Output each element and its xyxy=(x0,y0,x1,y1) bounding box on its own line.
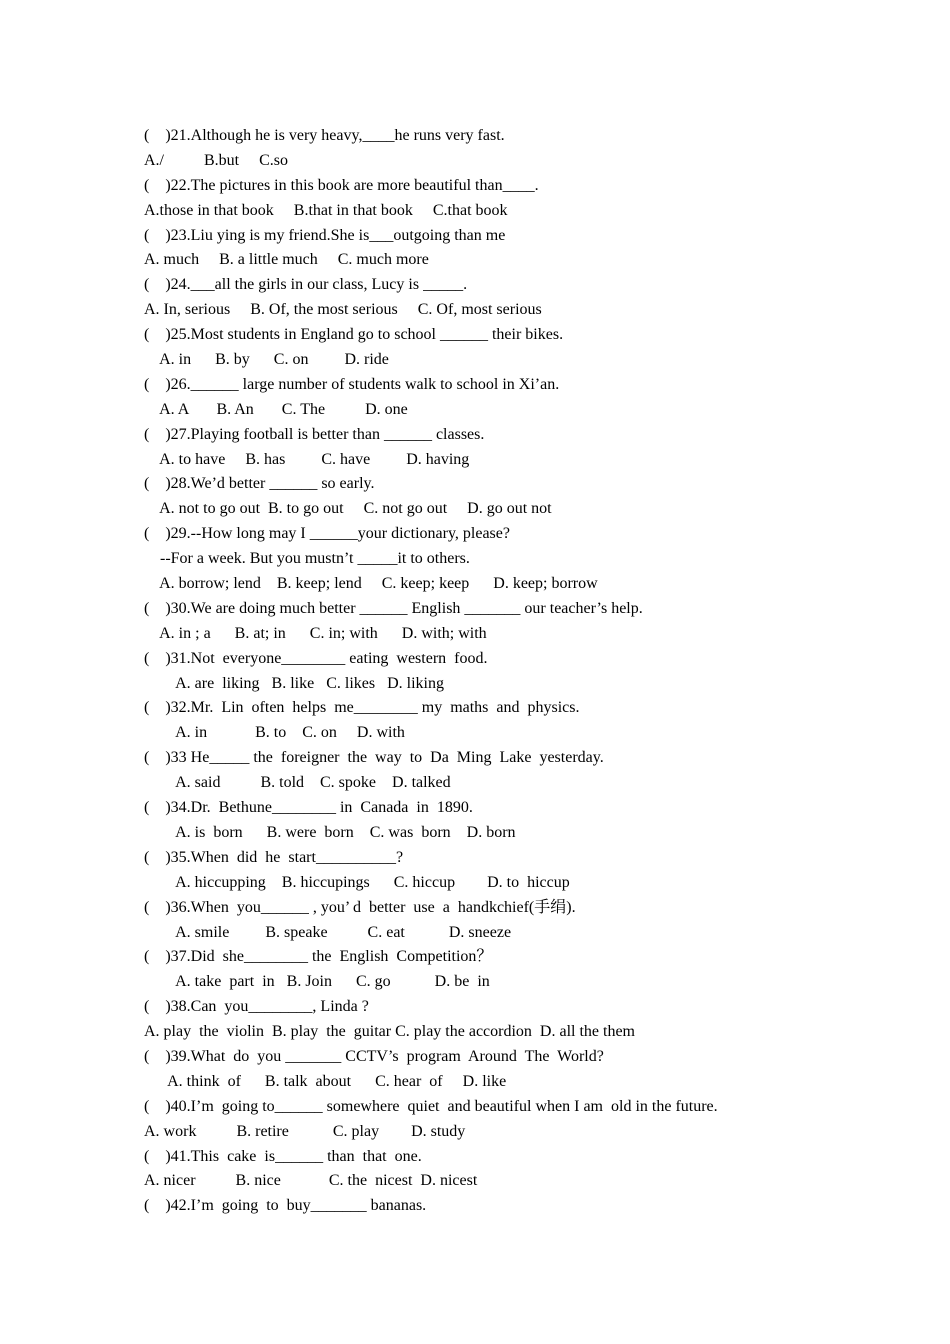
question-21: ( )21.Although he is very heavy,____he runs very fast. xyxy=(144,127,505,144)
question-38: ( )38.Can you________, Linda ? xyxy=(144,998,369,1016)
options-39: A. think of B. talk about C. hear of D. like xyxy=(144,1072,507,1090)
options-27: A. to have B. has C. have D. having xyxy=(144,450,470,468)
question-35: ( )35.When did he start__________? xyxy=(144,848,404,866)
question-31: ( )31.Not everyone________ eating western food. xyxy=(144,649,488,667)
question-36: ( )36.When you______ , you’ d better use a handkchief(手绢). xyxy=(144,898,576,916)
question-29-continued: --For a week. But you mustn’t _____it to others. xyxy=(144,550,470,568)
question-34: ( )34.Dr. Bethune________ in Canada in 1890. xyxy=(144,799,473,817)
question-41: ( )41.This cake is______ than that one. xyxy=(144,1147,422,1165)
options-23: A. much B. a little much C. much more xyxy=(144,251,429,269)
options-21: A./ B.but C.so xyxy=(144,151,289,169)
options-41: A. nicer B. nice C. the nicest D. nicest xyxy=(144,1172,478,1190)
options-37: A. take part in B. Join C. go D. be in xyxy=(144,973,490,991)
question-42: ( )42.I’m going to buy_______ bananas. xyxy=(144,1197,427,1215)
options-28: A. not to go out B. to go out C. not go out D. go out not xyxy=(144,500,552,518)
options-38: A. play the violin B. play the guitar C. play the accordion D. all the them xyxy=(144,1023,635,1041)
question-40: ( )40.I’m going to______ somewhere quiet and beautiful when I am old in the future. xyxy=(144,1097,718,1115)
question-27: ( )27.Playing football is better than ______ classes. xyxy=(144,425,485,443)
question-list xyxy=(144,124,884,1219)
options-30: A. in ; a B. at; in C. in; with D. with; with xyxy=(144,624,487,642)
question-26: ( )26.______ large number of students walk to school in Xi’an. xyxy=(144,375,560,393)
options-25: A. in B. by C. on D. ride xyxy=(144,351,389,369)
options-26: A. A B. An C. The D. one xyxy=(144,400,408,418)
options-24: A. In, serious B. Of, the most serious C. Of, most serious xyxy=(144,301,542,319)
options-32: A. in B. to C. on D. with xyxy=(144,724,405,742)
question-30: ( )30.We are doing much better ______ English _______ our teacher’s help. xyxy=(144,599,643,617)
question-28: ( )28.We’d better ______ so early. xyxy=(144,475,375,493)
question-29: ( )29.--How long may I ______your dictionary, please? xyxy=(144,525,510,543)
question-24: ( )24.___all the girls in our class, Lucy is _____. xyxy=(144,276,468,294)
options-34: A. is born B. were born C. was born D. born xyxy=(144,823,516,841)
question-32: ( )32.Mr. Lin often helps me________ my maths and physics. xyxy=(144,699,580,717)
question-33: ( )33 He_____ the foreigner the way to Da Ming Lake yesterday. xyxy=(144,749,604,767)
question-37: ( )37.Did she________ the English Competition？ xyxy=(144,948,493,966)
question-39: ( )39.What do you _______ CCTV’s program Around The World? xyxy=(144,1047,604,1065)
question-23: ( )23.Liu ying is my friend.She is___outgoing than me xyxy=(144,226,506,244)
options-22: A.those in that book B.that in that book C.that book xyxy=(144,201,508,219)
options-36: A. smile B. speake C. eat D. sneeze xyxy=(144,923,512,941)
question-22: ( )22.The pictures in this book are more beautiful than____. xyxy=(144,176,539,194)
options-35: A. hiccupping B. hiccupings C. hiccup D. to hiccup xyxy=(144,873,570,891)
options-29: A. borrow; lend B. keep; lend C. keep; keep D. keep; borrow xyxy=(144,575,598,593)
question-25: ( )25.Most students in England go to school ______ their bikes. xyxy=(144,326,564,344)
options-31: A. are liking B. like C. likes D. liking xyxy=(144,674,444,692)
options-33: A. said B. told C. spoke D. talked xyxy=(144,774,451,792)
options-40: A. work B. retire C. play D. study xyxy=(144,1122,466,1140)
